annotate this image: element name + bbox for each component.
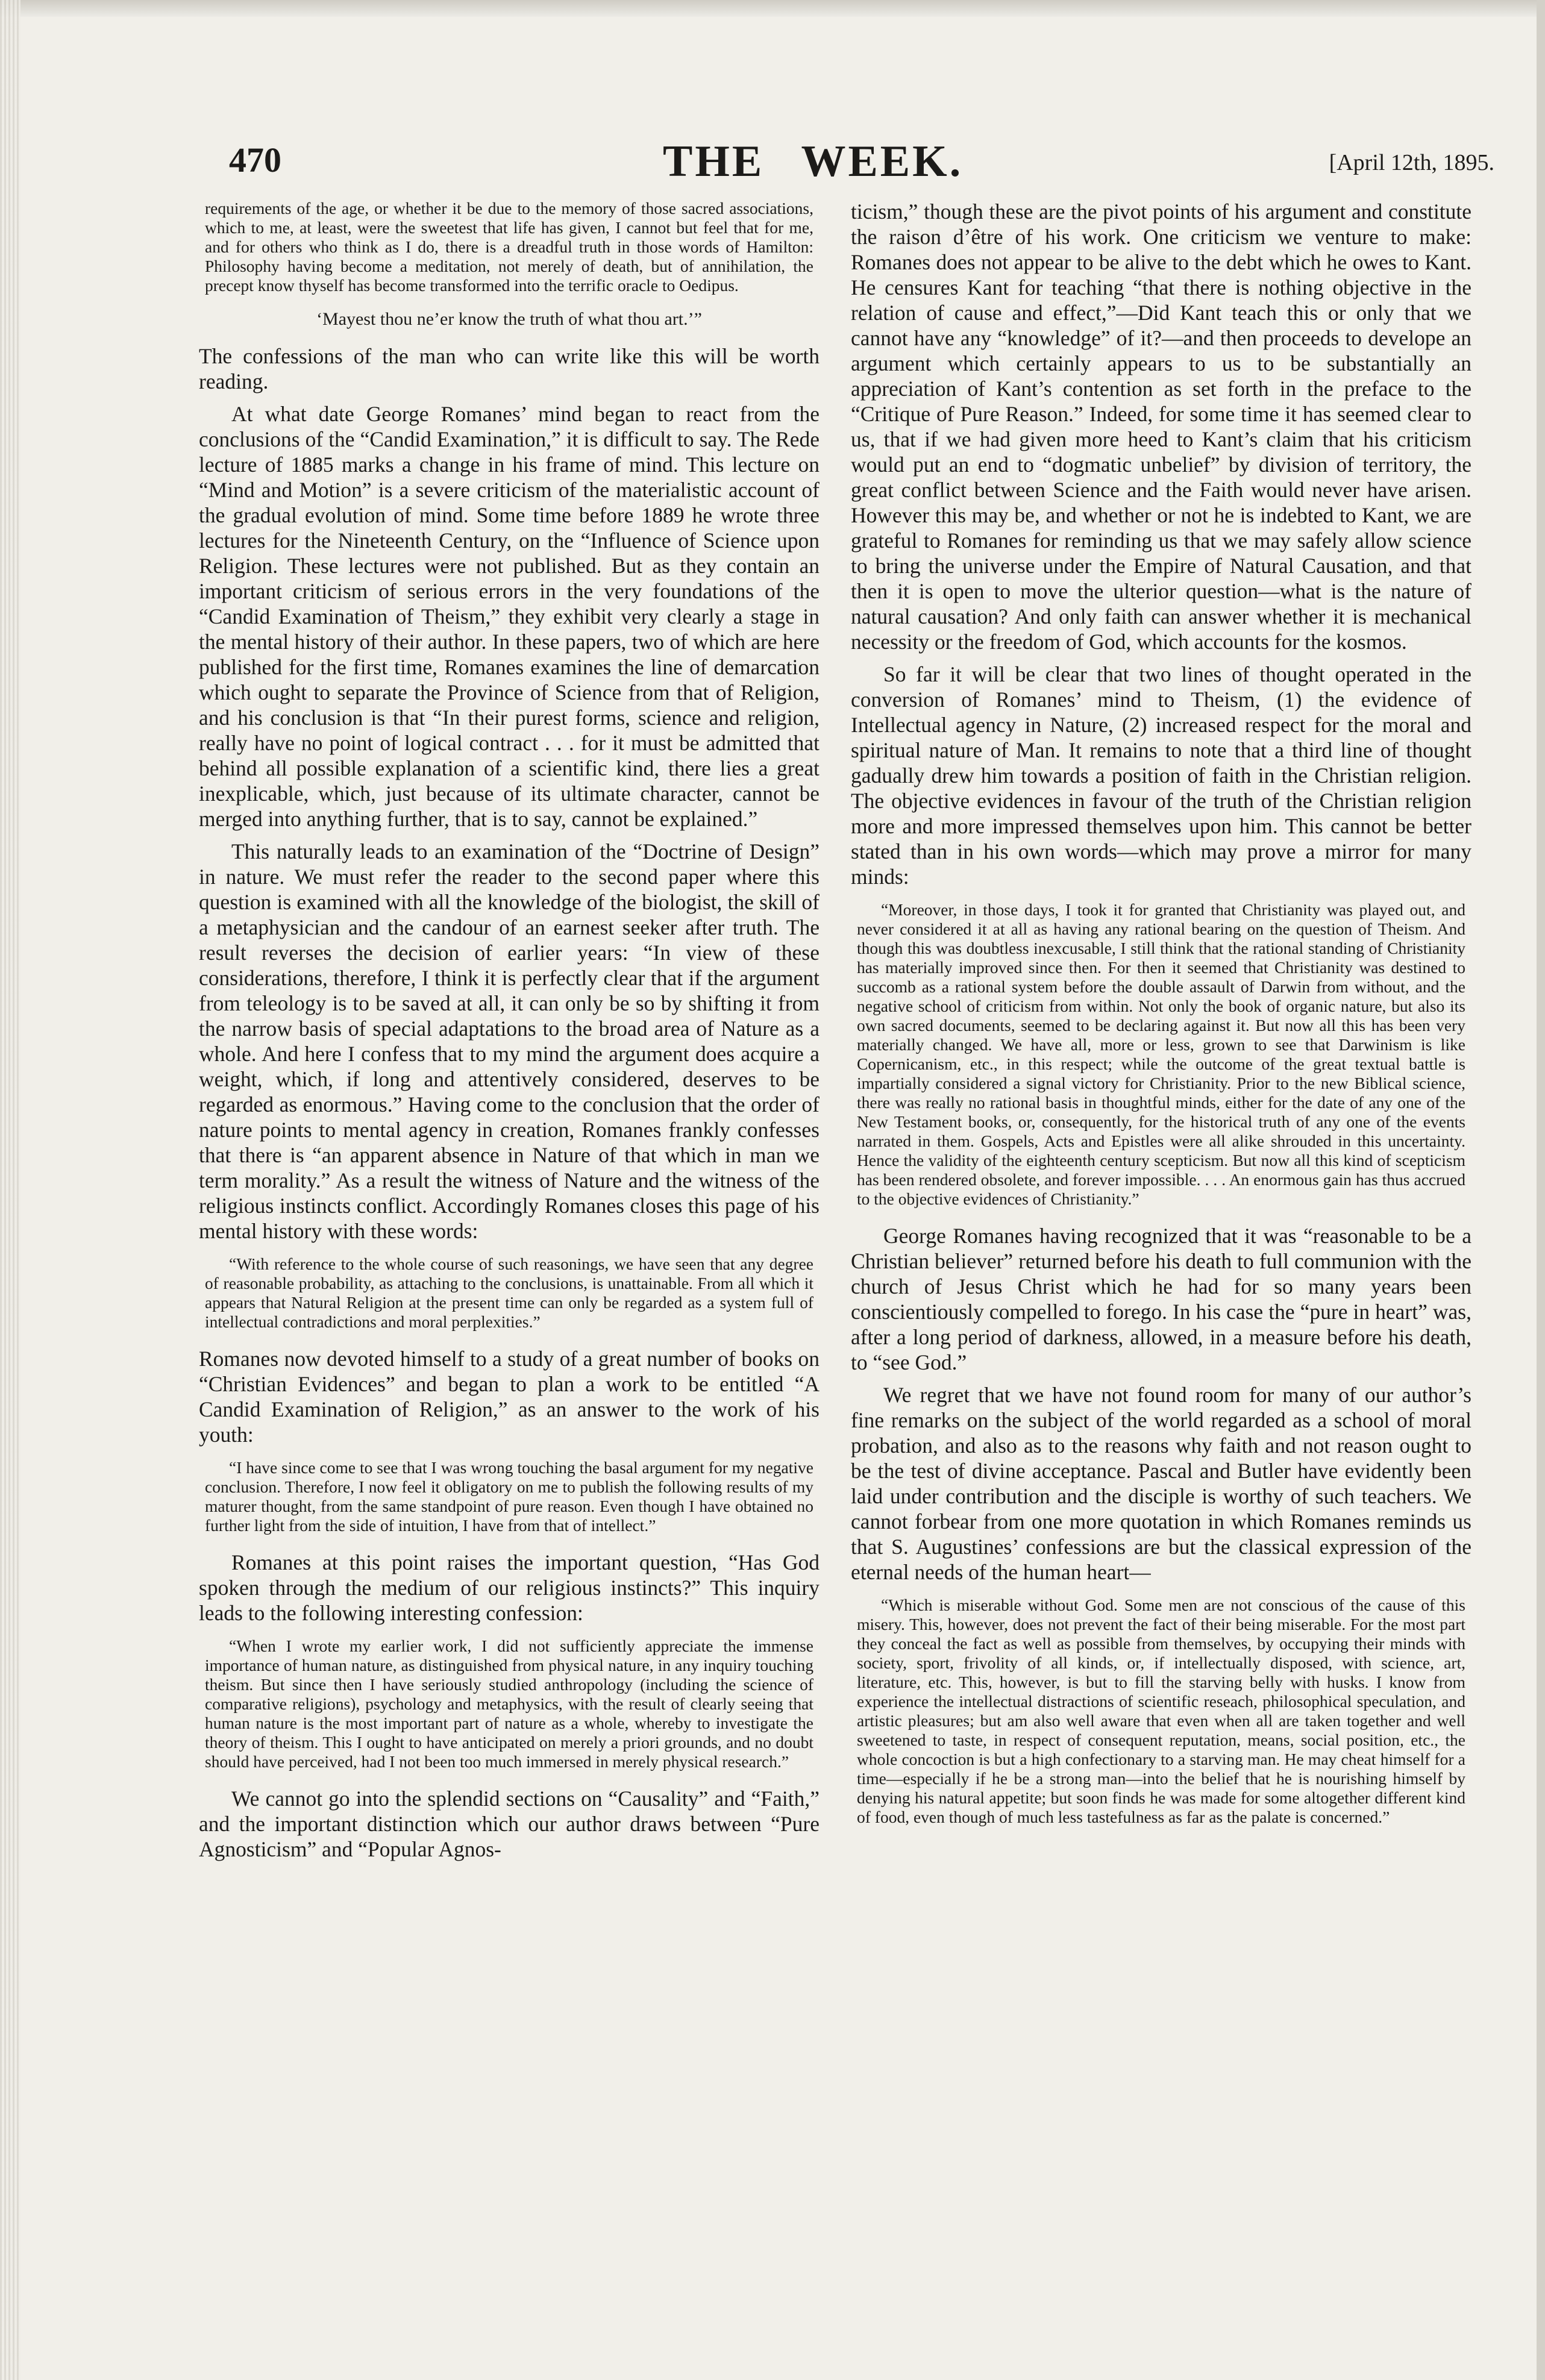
- paragraph-causality-faith: We cannot go into the splendid sections on “Causality” and “Faith,” and the important distinction which our author draws between “Pure Agnosticism” and “Popular Agnos-: [199, 1787, 820, 1861]
- quote-basal-argument: “I have since come to see that I was wrong touching the basal argument for my negative conclusion. Therefore, I now feel it obligatory on me to publish the following results of my maturer thought, from the same standpoint of pure reason. Even though I have obtained no further light from the side of intuition, I have from that of intellect.”: [205, 1458, 813, 1535]
- page-top-edge: [0, 0, 1545, 17]
- issue-date: [April 12th, 1895.: [1329, 150, 1494, 175]
- quote-verse: ‘Mayest thou ne’er know the truth of what thou art.’”: [316, 309, 702, 329]
- paragraph-kant: ticism,” though these are the pivot points of his argument and constitute the raison d’être of his work. One criticism we venture to make: Romanes does not appear to be alive to the debt which he owes to Kant. He censures Kant for teaching “that there is nothing objective in the relation of cause and effect,”—Did Kant teach this or only that we cannot have any “knowledge” of it?—and then proceeds to develope an argument which certainly appears to us to be substantially an appreciation of Kant’s contention as set forth in the preface to the “Critique of Pure Reason.” Indeed, for some time it has seemed clear to us, that if we had given more heed to Kant’s claim that his criticism would put an end to “dogmatic unbelief” by division of territory, the great conflict between Science and the Faith would never have arisen. However this may be, and whether or not he is indebted to Kant, we are grateful to Romanes for reminding us that we may safely allow science to bring the universe under the Empire of Natural Causation, and that then it is open to move the ulterior question—what is the nature of natural causation? And only faith can answer whether it is mechanical necessity or the freedom of God, which accounts for the kosmos.: [851, 199, 1471, 654]
- page-right-edge: [1537, 0, 1545, 2380]
- paragraph-moral-probation: We regret that we have not found room for many of our author’s fine remarks on the subject of the world regarded as a school of moral probation, and also as to the reasons why faith and not reason ought to be the test of divine acceptance. Pascal and Butler have evidently been laid under contribution and the disciple is worthy of such teachers. We cannot forbear from one more quotation in which Romanes reminds us that S. Augustines’ confessions are but the classical expression of the eternal needs of the human heart—: [851, 1383, 1471, 1584]
- paragraph-lines-of-thought: So far it will be clear that two lines of thought operated in the conversion of Romanes’ mind to Theism, (1) the evidence of Intellectual agency in Nature, (2) increased respect for the moral and spiritual nature of Man. It remains to note that a third line of thought gadually drew him towards a position of faith in the Christian religion. The objective evidences in favour of the truth of the Christian religion more and more impressed themselves upon him. This cannot be better stated than in his own words—which may prove a mirror for many minds:: [851, 662, 1471, 889]
- paragraph-christian-believer: George Romanes having recognized that it was “reasonable to be a Christian believer” returned before his death to full communion with the church of Jesus Christ which he had for so many years been conscientiously compelled to forego. In his case the “pure in heart” was, after a long period of darkness, allowed, in a measure before his death, to “see God.”: [851, 1224, 1471, 1374]
- left-column: [199, 199, 820, 2344]
- quote-miserable-without-god: “Which is miserable without God. Some men are not conscious of the cause of this misery. This, however, does not prevent the fact of their being miserable. For the most part they conceal the fact as well as possible from themselves, by occupying their minds with society, sport, frivolity of all kinds, or, if intellectually disposed, with science, art, literature, etc. This, however, is but to fill the starving belly with husks. I know from experience the intellectual distractions of scientific reseach, philosophical speculation, and artistic pleasures; but am also well aware that even when all are taken together and well sweetened to taste, in respect of consequent reputation, means, social position, etc., the whole concoction is but a high confectionary to a starving man. He may cheat himself for a time—especially if he be a strong man—into the belief that he is nourishing himself by denying his natural appetite; but soon finds he was made for some altogether different kind of food, even though of much less tastefulness as far as the palate is concerned.”: [857, 1596, 1465, 1826]
- paragraph-doctrine-of-design: This naturally leads to an examination of the “Doctrine of Design” in nature. We must refer the reader to the second paper where this question is examined with all the knowledge of the biologist, the skill of a metaphysician and the candour of an earnest seeker after truth. The result reverses the decision of earlier years: “In view of these considerations, therefore, I think it is perfectly clear that if the argument from teleology is to be saved at all, it can only be so by shifting it from the narrow basis of special adaptations to the broad area of Nature as a whole. And here I confess that to my mind the argument does acquire a weight, which, if long and attentively considered, deserves to be regarded as enormous.” Having come to the conclusion that the order of nature points to mental agency in creation, Romanes frankly confesses that there is “an apparent absence in Nature of that which in man we term morality.” As a result the witness of Nature and the witness of the religious instincts conflict. Accordingly Romanes closes this page of his mental history with these words:: [199, 839, 820, 1243]
- paragraph-rede-lecture: At what date George Romanes’ mind began to react from the conclusions of the “Candid Examination,” it is difficult to say. The Rede lecture of 1885 marks a change in his frame of mind. This lecture on “Mind and Motion” is a severe criticism of the materialistic account of the gradual evolution of mind. Some time before 1889 he wrote three lectures for the Nineteenth Century, on the “Influence of Science upon Religion. These lectures were not published. But as they contain an important criticism of serious errors in the very foundations of the “Candid Examination of Theism,” they exhibit very clearly a stage in the mental history of their author. In these papers, two of which are here published for the first time, Romanes examines the line of demarcation which ought to separate the Province of Science from that of Religion, and his conclusion is that “In their purest forms, science and religion, really have no point of logical contract . . . for it must be admitted that behind all possible explanation of a scientific kind, there lies a great inexplicable, which, just because of its ultimate character, cannot be merged into anything further, that is to say, cannot be explained.”: [199, 402, 820, 831]
- masthead: THE WEEK.: [663, 137, 964, 186]
- quote-christianity-played-out: “Moreover, in those days, I took it for granted that Christianity was played out, and never considered it at all as having any rational bearing on the question of Theism. And though this was doubtless inexcusable, I still think that the rational standing of Christianity has materially improved since then. For then it seemed that Christianity was destined to succomb as a rational system before the double assault of Darwin from without, and the negative school of criticism from within. Not only the book of organic nature, but also its own sacred documents, seemed to be declaring against it. But now all this has been very materially changed. We have all, more or less, grown to see that Darwinism is like Copernicanism, etc., in this respect; while the outcome of the great textual battle is impartially considered a signal victory for Christianity. Prior to the new Biblical science, there was really no rational basis in thoughtful minds, either for the date of any one of the New Testament books, or, consequently, for the historical truth of any one of the events narrated in them. Gospels, Acts and Epistles were all alike shrouded in this uncertainty. Hence the validity of the eighteenth century scepticism. But now all this kind of scepticism has been rendered obsolete, and forever impossible. . . . An enormous gain has thus accrued to the objective evidences of Christianity.”: [857, 900, 1465, 1208]
- binding-gutter: [0, 0, 20, 2380]
- paragraph-christian-evidences: Romanes now devoted himself to a study of a great number of books on “Christian Evidences” and began to plan a work to be entitled “A Candid Examination of Religion,” as an answer to the work of his youth:: [199, 1347, 820, 1447]
- page-number: 470: [229, 140, 281, 180]
- page-header: [229, 137, 1494, 188]
- right-column: [851, 199, 1471, 2344]
- quote-hamilton: requirements of the age, or whether it be due to the memory of those sacred associations, which to me, at least, were the sweetest that life has given, I cannot but feel that for me, and for others who think as I do, there is a dreadful truth in those words of Hamilton: Philosophy having become a meditation, not merely of death, but of annihilation, the precept know thyself has become transformed into the terrific oracle to Oedipus.: [205, 199, 813, 295]
- quote-natural-religion: “With reference to the whole course of such reasonings, we have seen that any degree of reasonable probability, as attaching to the conclusions, is unattainable. From all which it appears that Natural Religion at the present time can only be regarded as a system full of intellectual contradictions and moral perplexities.”: [205, 1254, 813, 1331]
- paragraph-religious-instincts: Romanes at this point raises the important question, “Has God spoken through the medium of our religious instincts?” This inquiry leads to the following interesting confession:: [199, 1550, 820, 1625]
- quote-human-nature: “When I wrote my earlier work, I did not sufficiently appreciate the immense importance of human nature, as distinguished from physical nature, in any inquiry touching theism. But since then I have seriously studied anthropology (including the science of comparative religions), psychology and metaphysics, with the result of clearly seeing that human nature is the most important part of nature as a whole, whereby to investigate the theory of theism. This I ought to have anticipated on merely a priori grounds, and no doubt should have perceived, had I not been too much immersed in merely physical research.”: [205, 1636, 813, 1771]
- paragraph-confessions: The confessions of the man who can write like this will be worth reading.: [199, 344, 820, 393]
